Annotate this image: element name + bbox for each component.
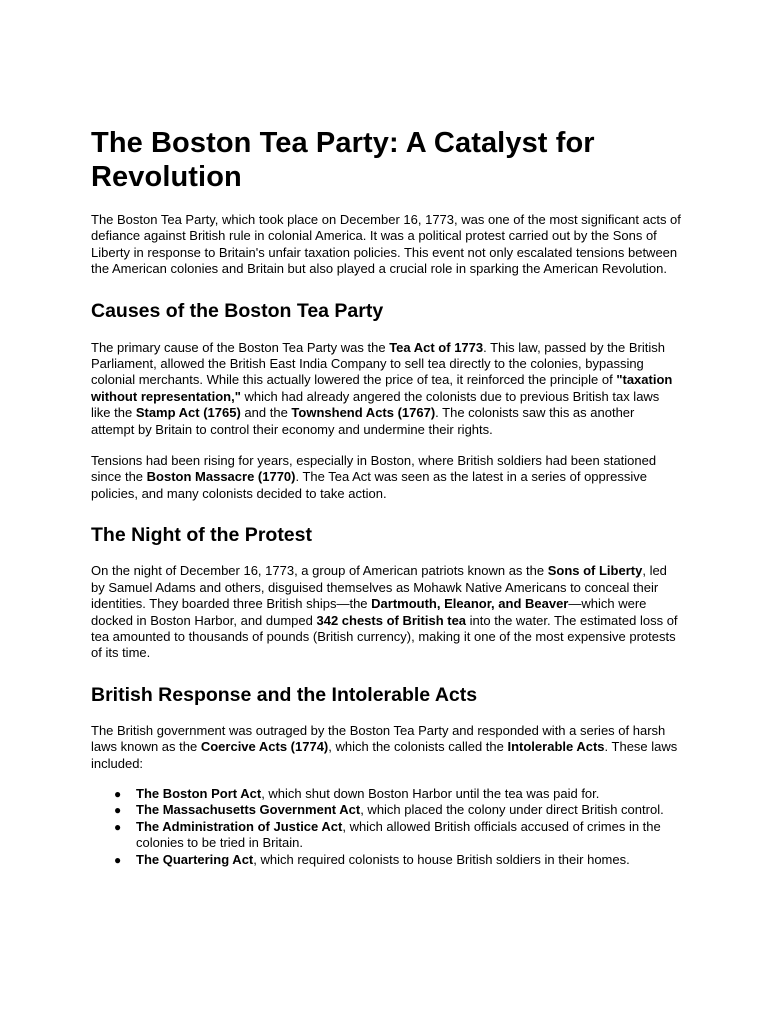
page-title: The Boston Tea Party: A Catalyst for Revolution (91, 127, 595, 193)
response-heading: British Response and the Intolerable Acts (91, 683, 478, 706)
bullet-icon: ● (114, 852, 122, 867)
night-paragraph-1: On the night of December 16, 1773, a group of American patriots known as the Sons of Liberty, led by Samuel Adams and others, disguised themselves as Mohawk Native Americans to conceal their identities. They boarded three British ships—the Dartmouth, Eleanor, and Beaver—which were docked in Boston Harbor, and dumped 342 chests of British tea into the water. The estimated loss of tea amounted to thousands of pounds (British currency), making it one of the most expensive protests of its time. (91, 563, 678, 661)
document-content (91, 126, 681, 868)
list-item: ● The Quartering Act, which required colonists to house British soldiers in their homes. (114, 851, 630, 867)
intolerable-acts-list (91, 786, 681, 868)
bullet-icon: ● (114, 819, 122, 834)
list-item: ● The Boston Port Act, which shut down Boston Harbor until the tea was paid for. (114, 785, 600, 801)
intro-paragraph: The Boston Tea Party, which took place on December 16, 1773, was one of the most significant acts of defiance against British rule in colonial America. It was a political protest carried out by the Sons of Liberty in response to Britain's unfair taxation policies. This event not only escalated tensions between the American colonies and Britain but also played a crucial role in sparking the American Revolution. (91, 212, 681, 277)
bullet-icon: ● (114, 803, 122, 818)
bullet-icon: ● (114, 786, 122, 801)
causes-paragraph-1: The primary cause of the Boston Tea Party was the Tea Act of 1773. This law, passed by the British Parliament, allowed the British East India Company to sell tea directly to the colonies, bypassing colonial merchants. While this actually lowered the price of tea, it reinforced the principle of "taxation without representation," which had already angered the colonists due to previous British tax laws like the Stamp Act (1765) and the Townshend Acts (1767). The colonists saw this as another attempt by Britain to control their economy and undermine their rights. (91, 339, 673, 437)
list-item: ● The Administration of Justice Act, which allowed British officials accused of crimes in the colonies to be tried in Britain. (114, 818, 661, 851)
night-heading: The Night of the Protest (91, 524, 312, 547)
causes-paragraph-2: Tensions had been rising for years, especially in Boston, where British soldiers had been stationed since the Boston Massacre (1770). The Tea Act was seen as the latest in a series of oppressive policies, and many colonists decided to take action. (91, 453, 657, 501)
response-paragraph-1: The British government was outraged by the Boston Tea Party and responded with a series of harsh laws known as the Coercive Acts (1774), which the colonists called the Intolerable Acts. These laws included: (91, 722, 678, 771)
causes-heading: Causes of the Boston Tea Party (91, 299, 384, 322)
list-item: ● The Massachusetts Government Act, which placed the colony under direct British control. (114, 802, 664, 818)
